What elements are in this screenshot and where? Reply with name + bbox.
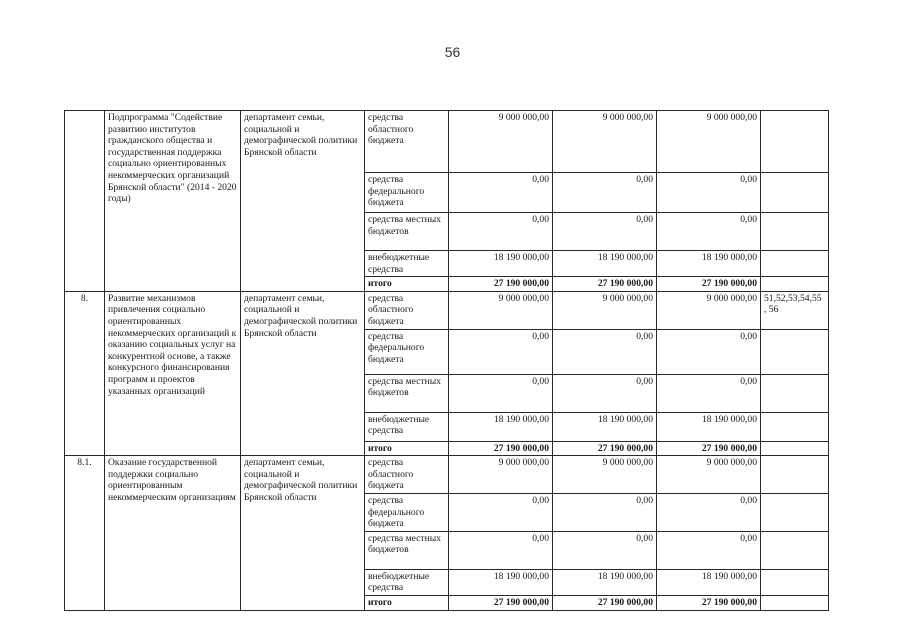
indicator-numbers — [761, 111, 829, 173]
amount-cell: 0,00 — [553, 173, 657, 213]
amount-cell: 27 190 000,00 — [657, 595, 761, 610]
amount-cell: 0,00 — [449, 531, 553, 569]
amount-cell: 0,00 — [657, 329, 761, 374]
funding-source: итого — [365, 441, 449, 456]
row-number: 8. — [65, 291, 105, 455]
amount-cell: 9 000 000,00 — [657, 111, 761, 173]
amount-cell: 18 190 000,00 — [553, 412, 657, 441]
funding-source: итого — [365, 277, 449, 292]
amount-cell: 18 190 000,00 — [553, 251, 657, 277]
amount-cell: 0,00 — [553, 531, 657, 569]
amount-cell: 27 190 000,00 — [553, 441, 657, 456]
amount-cell: 9 000 000,00 — [657, 291, 761, 329]
funding-source: внебюджетные средства — [365, 412, 449, 441]
amount-cell: 27 190 000,00 — [449, 441, 553, 456]
amount-cell: 0,00 — [553, 374, 657, 412]
amount-cell: 9 000 000,00 — [553, 111, 657, 173]
table-row — [65, 291, 829, 329]
amount-cell: 0,00 — [449, 329, 553, 374]
amount-cell: 0,00 — [657, 173, 761, 213]
amount-cell: 18 190 000,00 — [657, 569, 761, 595]
amount-cell: 9 000 000,00 — [553, 291, 657, 329]
amount-cell: 0,00 — [449, 173, 553, 213]
amount-cell: 0,00 — [553, 213, 657, 251]
executor: департамент семьи, социальной и демографической политики Брянской области — [241, 111, 365, 292]
amount-cell: 0,00 — [449, 213, 553, 251]
amount-cell: 0,00 — [657, 493, 761, 531]
amount-cell: 0,00 — [553, 493, 657, 531]
amount-cell: 0,00 — [449, 374, 553, 412]
indicator-cell-empty — [761, 531, 829, 569]
funding-source: внебюджетные средства — [365, 569, 449, 595]
funding-source: средства областного бюджета — [365, 291, 449, 329]
indicator-cell-empty — [761, 251, 829, 277]
indicator-cell-empty — [761, 595, 829, 610]
measure-name: Оказание государственной поддержки социально ориентированным некоммерческим организациям — [105, 456, 241, 610]
indicator-cell-empty — [761, 173, 829, 213]
indicator-cell-empty — [761, 493, 829, 531]
row-number — [65, 111, 105, 292]
executor: департамент семьи, социальной и демографической политики Брянской области — [241, 291, 365, 455]
executor: департамент семьи, социальной и демографической политики Брянской области — [241, 456, 365, 610]
amount-cell: 27 190 000,00 — [553, 595, 657, 610]
amount-cell: 18 190 000,00 — [553, 569, 657, 595]
amount-cell: 9 000 000,00 — [449, 456, 553, 494]
amount-cell: 27 190 000,00 — [657, 277, 761, 292]
funding-source: средства местных бюджетов — [365, 531, 449, 569]
funding-source: итого — [365, 595, 449, 610]
table-row — [65, 111, 829, 173]
indicator-numbers — [761, 456, 829, 494]
indicator-numbers: 51,52,53,54,55 , 56 — [761, 291, 829, 329]
amount-cell: 9 000 000,00 — [449, 111, 553, 173]
amount-cell: 9 000 000,00 — [553, 456, 657, 494]
measure-name: Подпрограмма "Содействие развитию институтов гражданского общества и государственная поддержка социально ориентированных некоммерческих организаций Брянской области" (2014 - 2020 годы) — [105, 111, 241, 292]
budget-table — [64, 110, 829, 611]
row-number: 8.1. — [65, 456, 105, 610]
amount-cell: 18 190 000,00 — [449, 412, 553, 441]
indicator-cell-empty — [761, 412, 829, 441]
funding-source: средства федерального бюджета — [365, 493, 449, 531]
amount-cell: 9 000 000,00 — [657, 456, 761, 494]
amount-cell: 18 190 000,00 — [449, 569, 553, 595]
amount-cell: 27 190 000,00 — [449, 277, 553, 292]
funding-source: средства федерального бюджета — [365, 173, 449, 213]
indicator-cell-empty — [761, 329, 829, 374]
funding-source: внебюджетные средства — [365, 251, 449, 277]
amount-cell: 0,00 — [553, 329, 657, 374]
amount-cell: 9 000 000,00 — [449, 291, 553, 329]
indicator-cell-empty — [761, 213, 829, 251]
amount-cell: 18 190 000,00 — [449, 251, 553, 277]
amount-cell: 27 190 000,00 — [449, 595, 553, 610]
amount-cell: 0,00 — [657, 374, 761, 412]
table-row — [65, 456, 829, 494]
amount-cell: 18 190 000,00 — [657, 251, 761, 277]
indicator-cell-empty — [761, 441, 829, 456]
funding-source: средства местных бюджетов — [365, 374, 449, 412]
amount-cell: 0,00 — [449, 493, 553, 531]
indicator-cell-empty — [761, 374, 829, 412]
funding-source: средства местных бюджетов — [365, 213, 449, 251]
amount-cell: 27 190 000,00 — [657, 441, 761, 456]
amount-cell: 0,00 — [657, 213, 761, 251]
amount-cell: 0,00 — [657, 531, 761, 569]
page-number: 56 — [444, 44, 461, 60]
indicator-cell-empty — [761, 569, 829, 595]
measure-name: Развитие механизмов привлечения социально ориентированных некоммерческих организаций к оказанию социальных услуг на конкурентной основе, а также конкурсного финансирования программ и проектов указанных организаций — [105, 291, 241, 455]
funding-source: средства федерального бюджета — [365, 329, 449, 374]
funding-source: средства областного бюджета — [365, 456, 449, 494]
indicator-cell-empty — [761, 277, 829, 292]
funding-source: средства областного бюджета — [365, 111, 449, 173]
amount-cell: 27 190 000,00 — [553, 277, 657, 292]
amount-cell: 18 190 000,00 — [657, 412, 761, 441]
